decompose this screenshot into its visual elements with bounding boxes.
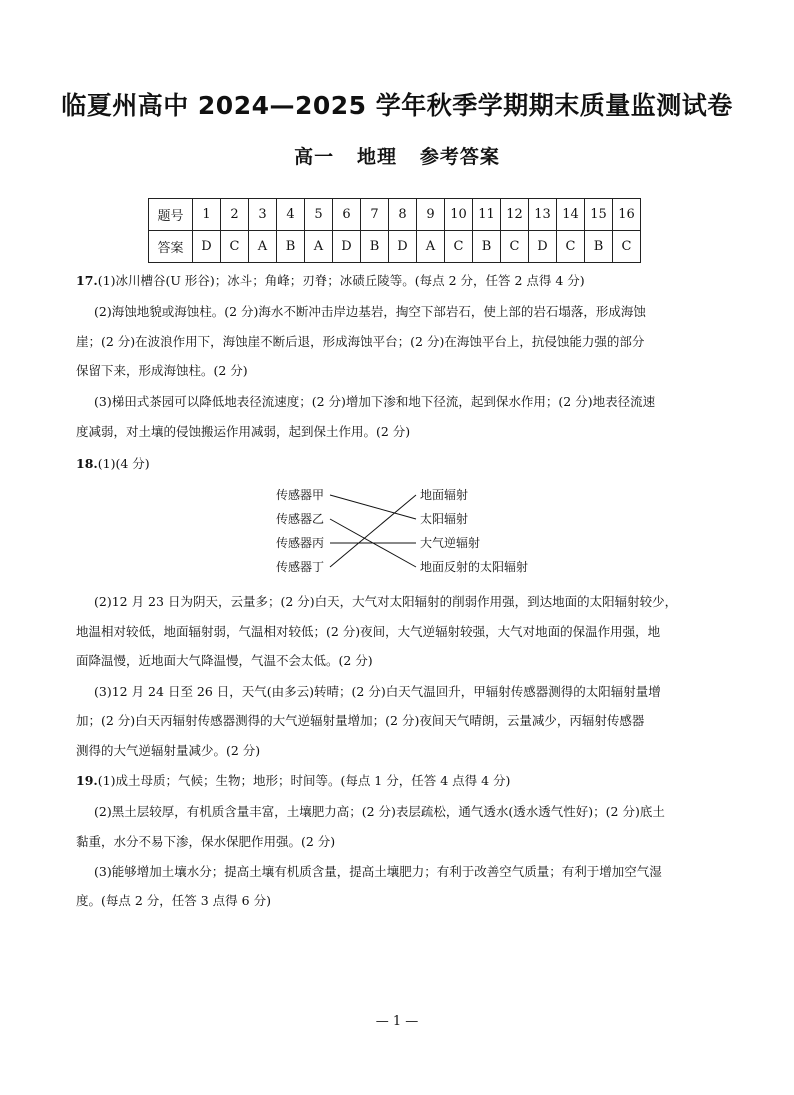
q17-line-4: 保留下来，形成海蚀柱。(2 分) [76, 363, 248, 378]
table-cell: D [193, 231, 221, 263]
table-cell: 9 [417, 199, 445, 231]
q18-line-2: 地温相对较低，地面辐射弱，气温相对较低；(2 分)夜间，大气逆辐射较强，大气对地面的保温作用强，地 [76, 624, 661, 639]
table-cell: C [221, 231, 249, 263]
q18-line-6: 测得的大气逆辐射量减少。(2 分) [76, 743, 261, 758]
table-cell: 16 [613, 199, 641, 231]
table-cell: A [305, 231, 333, 263]
table-cell: B [473, 231, 501, 263]
q18-line-1: (2)12 月 23 日为阴天，云量多；(2 分)白天，大气对太阳辐射的削弱作用强，到达地面的太阳辐射较少， [94, 594, 678, 609]
table-cell: A [249, 231, 277, 263]
table-cell: 5 [305, 199, 333, 231]
q19-part1-text: (1)成土母质；气候；生物；地形；时间等。(每点 1 分，任答 4 点得 4 分) [97, 773, 511, 788]
diagram-right-label: 地面辐射 [420, 488, 469, 502]
q18-line-0 [76, 455, 150, 473]
q18-line-5: 加；(2 分)白天丙辐射传感器测得的大气逆辐射量增加；(2 分)夜间天气晴朗，云量减少，丙辐射传感器 [76, 713, 645, 728]
diagram-left-label: 传感器甲 [276, 488, 325, 502]
table-cell: D [529, 231, 557, 263]
match-line [330, 495, 416, 567]
q18-line-3: 面降温慢，近地面大气降温慢，气温不会太低。(2 分) [76, 653, 373, 668]
table-cell: D [389, 231, 417, 263]
row-label-number: 题号 [149, 199, 193, 231]
answer-table [148, 198, 641, 263]
q19-line-2: (2)黑土层较厚，有机质含量丰富，土壤肥力高；(2 分)表层疏松，通气透水(透水透气性好)；(2 分)底土 [94, 804, 665, 819]
table-cell: 14 [557, 199, 585, 231]
diagram-left-label: 传感器丙 [276, 536, 325, 550]
q17-line-5: (3)梯田式茶园可以降低地表径流速度；(2 分)增加下渗和地下径流，起到保水作用；(2 分)地表径流速 [94, 394, 656, 409]
table-cell: 11 [473, 199, 501, 231]
table-cell: 3 [249, 199, 277, 231]
diagram-right-label: 太阳辐射 [420, 512, 469, 526]
q17-line-2: (2)海蚀地貌或海蚀柱。(2 分)海水不断冲击岸边基岩，掏空下部岩石，使上部的岩石塌落，形成海蚀 [94, 304, 646, 319]
q17-line-6: 度减弱，对土壤的侵蚀搬运作用减弱，起到保土作用。(2 分) [76, 424, 411, 439]
matching-diagram [260, 482, 560, 582]
q17-number: 17. [76, 273, 98, 288]
table-cell: 10 [445, 199, 473, 231]
q18-part1-text: (1)(4 分) [97, 456, 150, 471]
q17-part1-text: (1)冰川槽谷(U 形谷)；冰斗；角峰；刃脊；冰碛丘陵等。(每点 2 分，任答 2 点得 4 分) [97, 273, 585, 288]
page-title: 临夏州高中 2024—2025 学年秋季学期期末质量监测试卷 [61, 91, 733, 120]
table-row-numbers [149, 199, 641, 231]
table-cell: B [277, 231, 305, 263]
table-cell: 1 [193, 199, 221, 231]
table-cell: C [613, 231, 641, 263]
table-cell: 7 [361, 199, 389, 231]
table-cell: 4 [277, 199, 305, 231]
table-row-answers [149, 231, 641, 263]
table-cell: C [501, 231, 529, 263]
q19-number: 19. [76, 773, 98, 788]
diagram-right-label: 地面反射的太阳辐射 [420, 560, 529, 574]
table-cell: B [361, 231, 389, 263]
q19-line-5: 度。(每点 2 分，任答 3 点得 6 分) [76, 893, 271, 908]
table-cell: 12 [501, 199, 529, 231]
diagram-left-label: 传感器丁 [276, 560, 325, 574]
table-cell: D [333, 231, 361, 263]
table-cell: A [417, 231, 445, 263]
page-number: — 1 — [375, 1014, 419, 1029]
table-cell: B [585, 231, 613, 263]
q19-line-1 [76, 772, 510, 790]
table-cell: 13 [529, 199, 557, 231]
diagram-left-label: 传感器乙 [276, 512, 325, 526]
q19-line-4: (3)能够增加土壤水分；提高土壤有机质含量，提高土壤肥力；有利于改善空气质量；有利于增加空气湿 [94, 864, 662, 879]
q18-number: 18. [76, 456, 98, 471]
match-line [330, 495, 416, 519]
row-label-answer: 答案 [149, 231, 193, 263]
table-cell: 2 [221, 199, 249, 231]
table-cell: 15 [585, 199, 613, 231]
diagram-right-label: 大气逆辐射 [420, 536, 481, 550]
table-cell: 6 [333, 199, 361, 231]
q17-line-3: 崖；(2 分)在波浪作用下，海蚀崖不断后退，形成海蚀平台；(2 分)在海蚀平台上，抗侵蚀能力强的部分 [76, 334, 645, 349]
table-cell: C [557, 231, 585, 263]
q19-line-3: 黏重，水分不易下渗，保水保肥作用强。(2 分) [76, 834, 336, 849]
table-cell: 8 [389, 199, 417, 231]
page-subtitle: 高一 地理 参考答案 [294, 146, 500, 168]
q17-line-1 [76, 272, 585, 290]
table-cell: C [445, 231, 473, 263]
q18-line-4: (3)12 月 24 日至 26 日，天气(由多云)转晴；(2 分)白天气温回升，甲辐射传感器测得的太阳辐射量增 [94, 684, 661, 699]
